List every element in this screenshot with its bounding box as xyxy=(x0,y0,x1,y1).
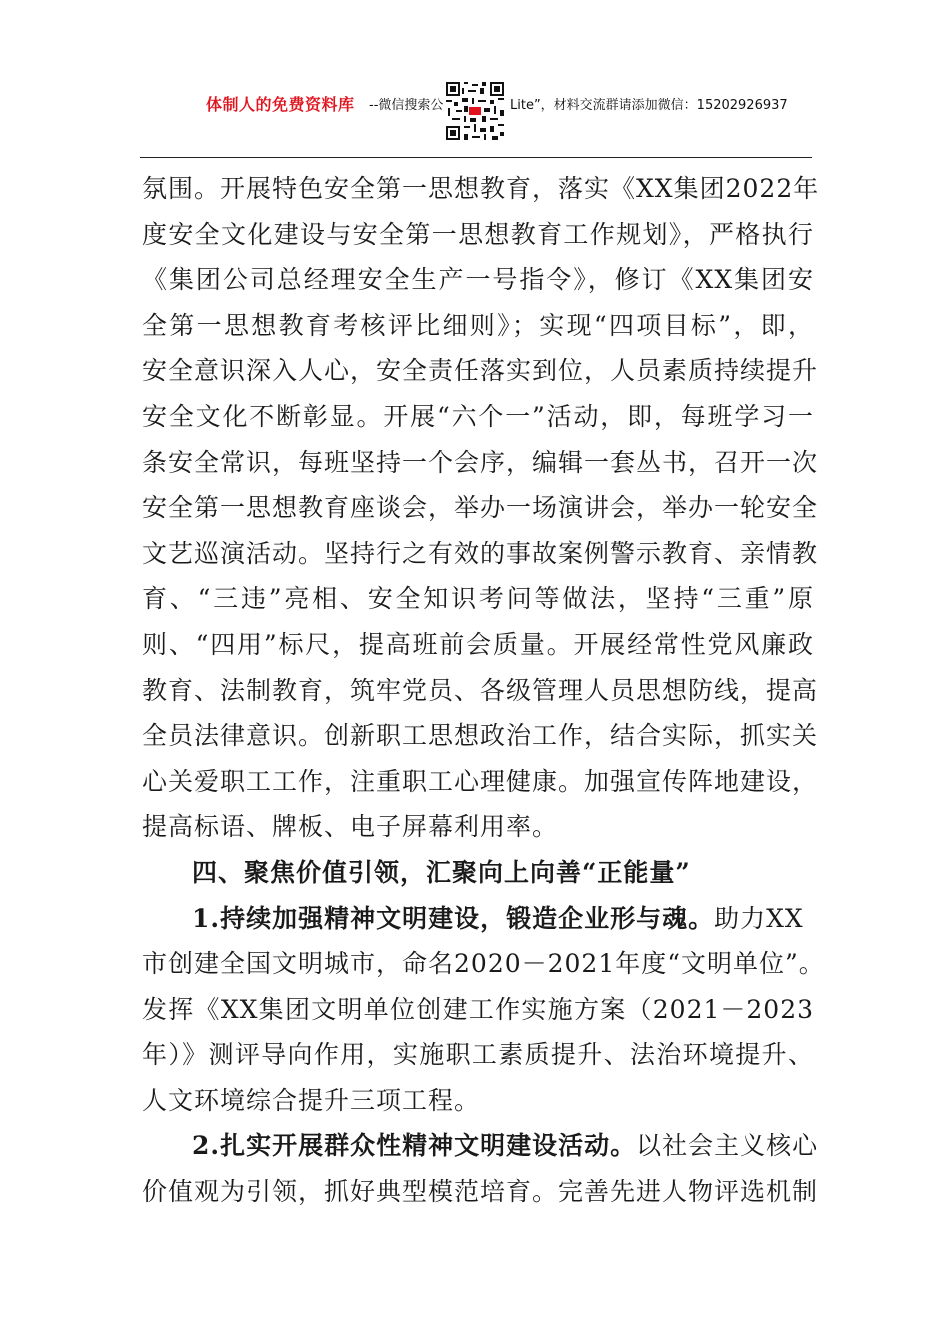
item1-line: 市创建全国文明城市，命名2020－2021年度“文明单位”。 xyxy=(142,949,825,979)
library-name: 体制人的免费资料库 xyxy=(206,95,355,114)
item1-line: 人文环境综合提升三项工程。 xyxy=(142,1085,481,1115)
item1-line: 发挥《XX集团文明单位创建工作实施方案（2021－2023 xyxy=(142,994,814,1024)
body-line: 育、“三违”亮相、安全知识考问等做法，坚持“三重”原 xyxy=(142,584,815,614)
search-hint: --微信搜索公 xyxy=(369,98,444,113)
item1-first-text: 助力XX xyxy=(714,903,804,933)
item2-first-line xyxy=(142,1123,819,1169)
item2-line: 价值观为引领，抓好典型模范培育。完善先进人物评选机制 xyxy=(142,1177,819,1207)
item1-title: 1.持续加强精神文明建设，锻造企业形与魂。 xyxy=(192,903,715,933)
body-line: 心关爱职工工作，注重职工心理健康。加强宣传阵地建设， xyxy=(142,766,819,796)
body-line: 《集团公司总经理安全生产一号指令》，修订《XX集团安 xyxy=(142,265,814,295)
contact-info: Lite”，材料交流群请添加微信：15202926937 xyxy=(510,98,788,113)
body-line: 安全文化不断彰显。开展“六个一”活动，即，每班学习一 xyxy=(142,401,814,431)
item1-line: 年）》测评导向作用，实施职工素质提升、法治环境提升、 xyxy=(142,1040,814,1070)
body-line: 氛围。开展特色安全第一思想教育，落实《XX集团2022年 xyxy=(142,174,820,203)
body-line: 安全意识深入人心，安全责任落实到位，人员素质持续提升 xyxy=(142,356,819,386)
body-line: 提高标语、牌板、电子屏幕利用率。 xyxy=(142,812,559,842)
section-heading: 四、聚焦价值引领，汇聚向上向善“正能量” xyxy=(192,857,691,887)
item1-first-line xyxy=(142,896,814,942)
item2-title: 2.扎实开展群众性精神文明建设活动。 xyxy=(192,1131,637,1161)
body-line: 条安全常识，每班坚持一个会序，编辑一套丛书，召开一次 xyxy=(142,447,819,477)
body-line: 教育、法制教育，筑牢党员、各级管理人员思想防线，提高 xyxy=(142,675,819,705)
page-header xyxy=(0,78,950,150)
body-line: 度安全文化建设与安全第一思想教育工作规划》，严格执行 xyxy=(142,219,814,249)
body-line: 安全第一思想教育座谈会，举办一场演讲会，举办一轮安全 xyxy=(142,493,819,523)
body-line: 全员法律意识。创新职工思想政治工作，结合实际，抓实关 xyxy=(142,721,819,751)
item2-first-text: 以社会主义核心 xyxy=(636,1131,819,1161)
body-line: 文艺巡演活动。坚持行之有效的事故案例警示教育、亲情教 xyxy=(142,538,819,568)
body-line: 全第一思想教育考核评比细则》；实现“四项目标”，即， xyxy=(142,310,814,340)
document-body xyxy=(142,166,825,1215)
qr-code-icon xyxy=(444,80,506,142)
header-divider xyxy=(140,157,812,158)
body-line: 则、“四用”标尺，提高班前会质量。开展经常性党风廉政 xyxy=(142,629,814,659)
